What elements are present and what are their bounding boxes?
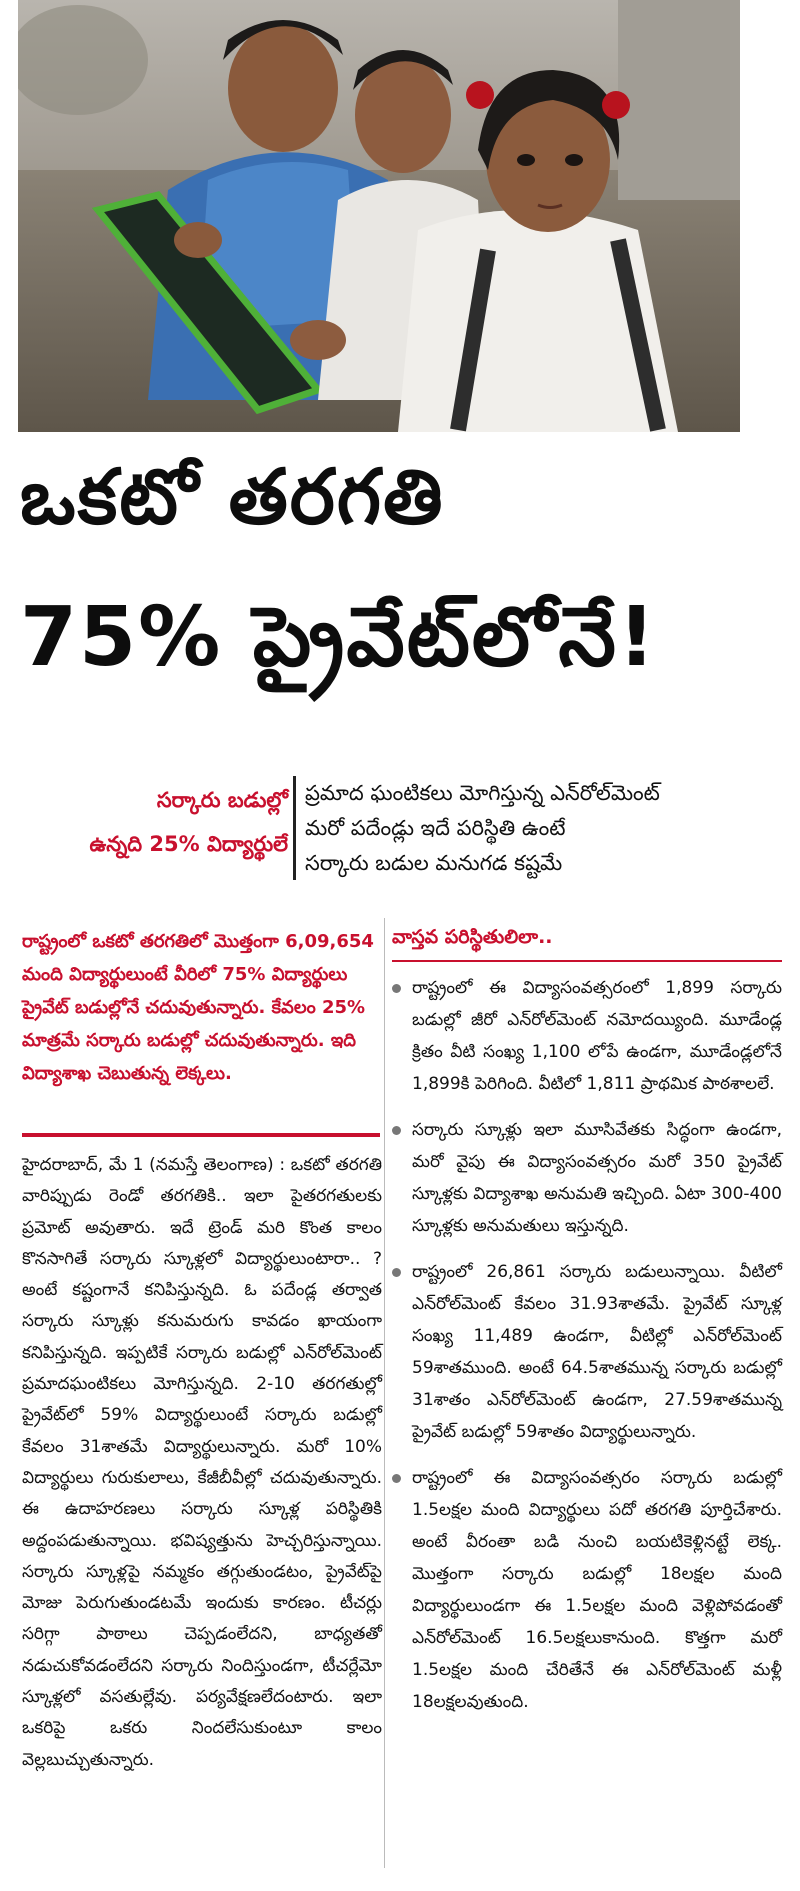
bullet-dot-icon <box>392 1474 401 1483</box>
kicker-right-line-1: ప్రమాద ఘంటికలు మోగిస్తున్న ఎన్‌రోల్‌మెంట్ <box>305 781 660 805</box>
column-divider <box>384 918 385 1868</box>
sidebar-bullet <box>392 972 782 1100</box>
headline-line-1: ఒకటో తరగతి <box>20 452 445 541</box>
kicker-left-line-2: ఉన్నది 25% విద్యార్థులే <box>89 832 288 856</box>
sidebar-heading-underline <box>392 960 782 962</box>
sidebar-bullet <box>392 1462 782 1718</box>
article-body: హైదరాబాద్, మే 1 (నమస్తే తెలంగాణ) : ఒకటో తరగతి వారిప్పుడు రెండో తరగతికి.. ఇలా పైతరగతులకు ప్రమోట్ అవుతారు. ఇదే ట్రెండ్ మరి కొంత కాలం కొనసాగితే సర్కారు స్కూళ్లలో విద్యార్థులుంటారా.. ? అంటే కష్టంగానే కనిపిస్తున్నది. ఓ పదేండ్ల తర్వాత సర్కారు స్కూళ్లు కనుమరుగు కావడం ఖాయంగా కనిపిస్తున్నది. ఇప్పటికే సర్కారు బడుల్లో ఎన్‌రోల్‌మెంట్ ప్రమాదఘంటికలు మోగిస్తున్నది. 2-10 తరగతుల్లో ప్రైవేట్‌లో 59% విద్యార్థులుంటే సర్కారు బడుల్లో కేవలం 31శాతమే విద్యార్థులున్నారు. మరో 10% విద్యార్థులు గురుకులాలు, కేజీబీవీల్లో చదువుతున్నారు. ఈ ఉదాహరణలు సర్కారు స్కూళ్ల పరిస్థితికి అద్దంపడుతున్నాయి. భవిష్యత్తును హెచ్చరిస్తున్నాయి. సర్కారు స్కూళ్లపై నమ్మకం తగ్గుతుండటం, ప్రైవేట్‌పై మోజు పెరుగుతుండటమే ఇందుకు కారణం. టీచర్లు సరిగ్గా పాఠాలు చెప్పడంలేదని, బాధ్యతతో నడుచుకోవడంలేదని సర్కారు నిందిస్తుండగా, టీచర్లేమో స్కూళ్లలో వసతుల్లేవు. పర్యవేక్షణలేదంటారు. ఇలా ఒకరిపై ఒకరు నిందలేసుకుంటూ కాలం వెల్లబుచ్చుతున్నారు. <box>22 1155 382 1770</box>
sidebar-bullet-text: రాష్ట్రంలో ఈ విద్యాసంవత్సరంలో 1,899 సర్కారు బడుల్లో జీరో ఎన్‌రోల్‌మెంట్ నమోదయ్యింది. మూడేండ్ల క్రితం వీటి సంఖ్య 1,100 లోపే ఉండగా, మూడేండ్లలోనే 1,899కి పెరిగింది. వీటిలో 1,811 ప్రాథమిక పాఠశాలలే. <box>412 978 782 1094</box>
bullet-dot-icon <box>392 984 401 993</box>
headline-line-2: 75% ప్రైవేట్‌లోనే! <box>20 590 658 685</box>
sidebar-bullet-text: రాష్ట్రంలో 26,861 సర్కారు బడులున్నాయి. వీటిలో ఎన్‌రోల్‌మెంట్ కేవలం 31.93శాతమే. ప్రైవేట్ స్కూళ్ల సంఖ్య 11,489 ఉండగా, వీటిల్లో ఎన్‌రోల్‌మెంట్ 59శాతముంది. అంటే 64.5శాతమున్న సర్కారు బడుల్లో 31శాతం ఎన్‌రోల్‌మెంట్ ఉండగా, 27.59శాతమున్న ప్రైవేట్ బడుల్లో 59శాతం విద్యార్థులున్నారు. <box>412 1262 782 1442</box>
kicker-right <box>305 776 785 881</box>
lead-underline <box>22 1133 380 1137</box>
kicker-left <box>20 778 288 866</box>
sidebar-bullet-text: రాష్ట్రంలో ఈ విద్యాసంవత్సరం సర్కారు బడుల్లో 1.5లక్షల మంది విద్యార్థులు పదో తరగతి పూర్తిచేశారు. అంటే వీరంతా బడి నుంచి బయటికెళ్లినట్టే లెక్క. మొత్తంగా సర్కారు బడుల్లో 18లక్షల మంది విద్యార్థులుండగా ఈ 1.5లక్షల మంది వెళ్లిపోవడంతో ఎన్‌రోల్‌మెంట్ 16.5లక్షలుకానుంది. కొత్తగా మరో 1.5లక్షల మంది చేరితేనే ఈ ఎన్‌రోల్‌మెంట్ మళ్లీ 18లక్షలవుతుంది. <box>412 1468 782 1712</box>
sidebar-bullet <box>392 1256 782 1448</box>
kicker-divider <box>293 776 296 880</box>
bullet-dot-icon <box>392 1126 401 1135</box>
kicker-right-line-3: సర్కారు బడుల మనుగడ కష్టమే <box>305 851 563 875</box>
kicker-right-line-2: మరో పదేండ్లు ఇదే పరిస్థితి ఉంటే <box>305 816 566 840</box>
bullet-dot-icon <box>392 1268 401 1277</box>
sidebar-heading: వాస్తవ పరిస్థితులిలా.. <box>392 926 553 948</box>
sidebar-bullet-list <box>392 972 782 1732</box>
lead-paragraph: రాష్ట్రంలో ఒకటో తరగతిలో మొత్తంగా 6,09,654 మంది విద్యార్థులుంటే వీరిలో 75% విద్యార్థులు ప్రైవేట్ బడుల్లోనే చదువుతున్నారు. కేవలం 25% మాత్రమే సర్కారు బడుల్లో చదువుతున్నారు. ఇది విద్యాశాఖ చెబుతున్న లెక్కలు. <box>22 931 374 1084</box>
sidebar-bullet <box>392 1114 782 1242</box>
sidebar-bullet-text: సర్కారు స్కూళ్లు ఇలా మూసివేతకు సిద్ధంగా ఉండగా, మరో వైపు ఈ విద్యాసంవత్సరం మరో 350 ప్రైవేట్ స్కూళ్లకు విద్యాశాఖ అనుమతి ఇచ్చింది. ఏటా 300-400 స్కూళ్లకు అనుమతులు ఇస్తున్నది. <box>412 1120 782 1236</box>
school-children-photo <box>18 0 740 432</box>
kicker-left-line-1: సర్కారు బడుల్లో <box>156 788 288 812</box>
